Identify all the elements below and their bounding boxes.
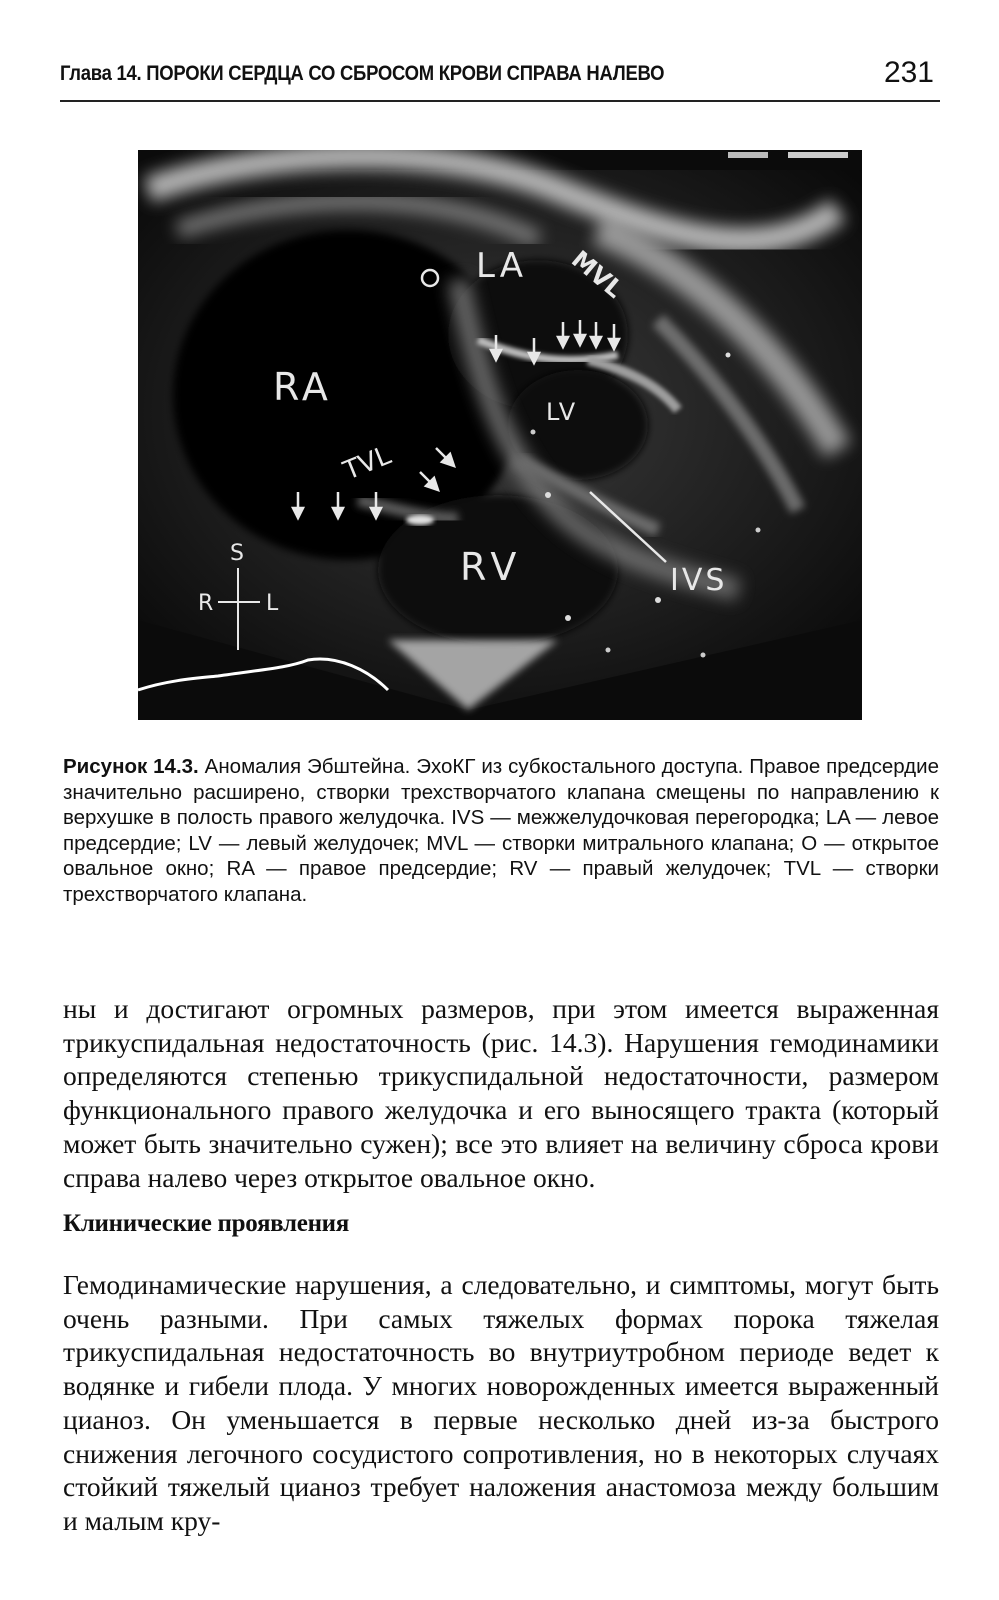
echocardiogram-image: [138, 150, 862, 720]
paragraph-1: ны и достигают огромных размеров, при этом имеется выраженная трикуспидальная недостаточность (рис. 14.3). Нарушения гемодинамики определяются степенью трикуспидальной недостаточности, размером функционального правого желудочка и его выносящего тракта (который может быть значительно сужен); все это влияет на величину сброса крови справа налево через открытое овальное окно.: [63, 993, 939, 1193]
label-mvl: MVL: [566, 245, 629, 304]
echocardiogram-figure: [138, 150, 862, 720]
orient-s: S: [230, 541, 244, 566]
figure-caption: [63, 754, 939, 907]
section-heading: Клинические проявления: [63, 1210, 350, 1237]
paragraph-2: Гемодинамические нарушения, а следовательно, и симптомы, могут быть очень разными. При самых тяжелых формах порока тяжелая трикуспидальная недостаточность во внутриутробном периоде ведет к водянке и гибели плода. У многих новорожденных имеется выраженный цианоз. Он уменьшается в первые несколько дней из-за быстрого снижения легочного сосудистого сопротивления, но в некоторых случаях стойкий тяжелый цианоз требует наложения анастомоза между большим и малым кру-: [63, 1269, 939, 1536]
page-number: 231: [883, 56, 934, 89]
label-ivs: IVS: [670, 563, 728, 598]
label-tvl: TVL: [339, 440, 396, 487]
label-la: LA: [476, 246, 527, 286]
orient-r: R: [198, 591, 214, 616]
label-rv: RV: [460, 545, 523, 589]
caption-text: Аномалия Эбштейна. ЭхоКГ из субкостального доступа. Правое предсердие значительно расширено, створки трехстворчатого клапана смещены по направлению к верхушке в полость правого желудочка. IVS — межжелудочковая перегородка; LA — левое предсердие; LV — левый желудочек; MVL — створки митрального клапана; O — открытое овальное окно; RA — правое предсердие; RV — правый желудочек; TVL — створки трехстворчатого клапана.: [63, 755, 939, 906]
running-header: [60, 52, 940, 102]
caption-label: Рисунок 14.3.: [63, 755, 199, 778]
label-lv: LV: [546, 398, 578, 426]
label-ra: RA: [273, 365, 332, 409]
chapter-title: Глава 14. ПОРОКИ СЕРДЦА СО СБРОСОМ КРОВИ СПРАВА НАЛЕВО: [60, 62, 665, 85]
orient-l: L: [266, 591, 279, 616]
